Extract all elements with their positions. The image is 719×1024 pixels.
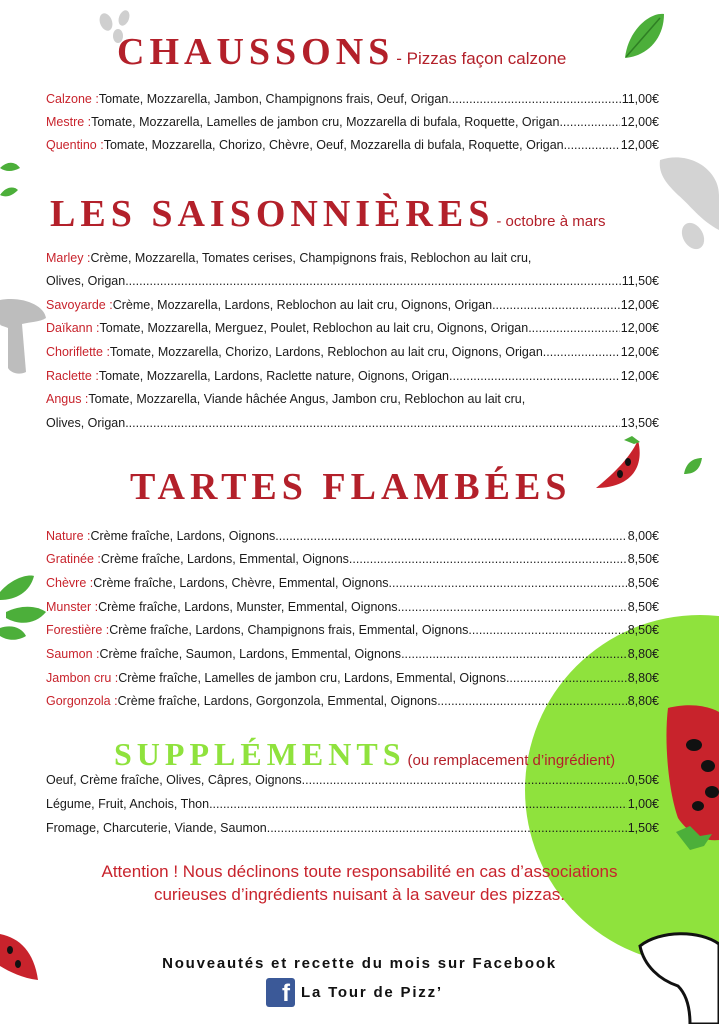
menu-item: [46, 91, 659, 107]
item-desc: Légume, Fruit, Anchois, Thon: [46, 797, 210, 811]
dot-leader: [349, 551, 627, 567]
item-name: Gratinée :: [46, 552, 101, 566]
dot-leader: [437, 693, 627, 709]
item-name: Choriflette :: [46, 345, 110, 359]
menu-item: [46, 528, 659, 544]
dot-leader: [492, 297, 620, 313]
item-name: Saumon :: [46, 647, 100, 661]
menu-item-continuation: [46, 415, 659, 431]
dot-leader: [506, 670, 627, 686]
warning-line-2: curieuses d’ingrédients nuisant à la saveur des pizzas.: [153, 885, 566, 904]
menu-item: [46, 622, 659, 638]
footer-text: Nouveautés et recette du mois sur Facebook: [162, 955, 557, 972]
tomato-slice-icon: [596, 440, 640, 488]
section-title-chaussons: [117, 30, 566, 74]
item-name: Munster :: [46, 600, 99, 614]
item-price: 0,50€: [627, 773, 659, 787]
item-desc-cont: Olives, Origan: [46, 274, 126, 288]
item-desc-cont: Olives, Origan: [46, 416, 126, 430]
section-title-tartes: [130, 465, 571, 509]
item-price: 8,80€: [627, 694, 659, 708]
menu-item: [46, 551, 659, 567]
item-price: 13,50€: [620, 416, 659, 430]
item-desc: Tomate, Mozzarella, Jambon, Champignons frais, Oeuf, Origan: [98, 92, 449, 106]
grey-mushroom-icon: [0, 299, 46, 374]
item-price: 12,00€: [620, 369, 659, 383]
item-price: 1,00€: [627, 797, 659, 811]
item-price: 12,00€: [620, 321, 659, 335]
item-name: Quentino :: [46, 138, 104, 152]
item-desc: Fromage, Charcuterie, Viande, Saumon: [46, 821, 267, 835]
item-name: Forestière :: [46, 623, 110, 637]
item-price: 8,80€: [627, 671, 659, 685]
item-price: 1,50€: [627, 821, 659, 835]
facebook-page-name: La Tour de Pizz’: [301, 984, 443, 1001]
item-price: 12,00€: [620, 138, 659, 152]
dot-leader: [468, 622, 626, 638]
menu-item: [46, 670, 659, 686]
item-desc: Crème fraîche, Saumon, Lardons, Emmental, Oignons: [99, 647, 402, 661]
menu-item-continuation: [46, 273, 659, 289]
item-desc: Crème fraîche, Lardons, Emmental, Oignons: [100, 552, 349, 566]
dot-leader: [528, 320, 620, 336]
menu-item: [46, 575, 659, 591]
dot-leader: [275, 528, 626, 544]
item-name: Calzone :: [46, 92, 99, 106]
warning-notice: [0, 860, 719, 906]
title-subtitle: - octobre à mars: [496, 213, 606, 230]
green-sprout-icon: [0, 163, 20, 171]
dot-leader: [302, 772, 627, 788]
menu-item: [46, 250, 659, 266]
grey-mushroom-icon: [660, 157, 719, 230]
dot-leader: [389, 575, 627, 591]
section-title-saisonnieres: [50, 192, 606, 236]
dot-leader: [559, 114, 619, 130]
menu-item: [46, 693, 659, 709]
item-desc: Tomate, Mozzarella, Viande hâchée Angus, Jambon cru, Reblochon au lait cru,: [88, 392, 526, 406]
white-mushroom-icon: [640, 934, 719, 1024]
dot-leader: [267, 820, 627, 836]
title-text: TARTES FLAMBÉES: [130, 466, 572, 508]
item-name: Angus :: [46, 392, 89, 406]
item-desc: Crème fraîche, Lardons, Champignons frais, Emmental, Oignons: [109, 623, 469, 637]
item-name: Daïkann :: [46, 321, 100, 335]
title-text: SUPPLÉMENTS: [114, 736, 406, 772]
item-name: Raclette :: [46, 369, 99, 383]
item-name: Chèvre :: [46, 576, 94, 590]
title-text: LES SAISONNIÈRES: [50, 193, 495, 235]
dot-leader: [449, 368, 620, 384]
item-name: Nature :: [46, 529, 91, 543]
item-desc: Crème fraîche, Lardons, Munster, Emmental, Oignons: [98, 600, 398, 614]
green-leaf-icon: [684, 458, 702, 474]
menu-item: [46, 344, 659, 360]
item-desc: Crème fraîche, Lardons, Gorgonzola, Emmental, Oignons: [117, 694, 438, 708]
basil-leaf-icon: [0, 576, 34, 600]
item-price: 11,50€: [621, 274, 659, 288]
menu-item: [46, 114, 659, 130]
item-price: 11,00€: [621, 92, 659, 106]
dot-leader: [401, 646, 627, 662]
supplement-item: [46, 796, 659, 812]
item-desc: Crème fraîche, Lamelles de jambon cru, Lardons, Emmental, Oignons: [118, 671, 506, 685]
item-desc: Oeuf, Crème fraîche, Olives, Câpres, Oignons: [46, 773, 302, 787]
item-name: Marley :: [46, 251, 91, 265]
item-desc: Tomate, Mozzarella, Chorizo, Lardons, Reblochon au lait cru, Oignons, Origan: [109, 345, 543, 359]
facebook-icon: f: [266, 978, 295, 1007]
item-desc: Crème, Mozzarella, Tomates cerises, Champignons frais, Reblochon au lait cru,: [90, 251, 532, 265]
item-price: 12,00€: [620, 298, 659, 312]
menu-item: [46, 297, 659, 313]
dot-leader: [543, 344, 620, 360]
item-price: 8,50€: [627, 600, 659, 614]
item-price: 12,00€: [620, 345, 659, 359]
menu-item: [46, 599, 659, 615]
item-price: 8,50€: [627, 576, 659, 590]
title-subtitle: - Pizzas façon calzone: [396, 49, 567, 68]
item-price: 8,80€: [627, 647, 659, 661]
dot-leader: [125, 415, 620, 431]
title-text: CHAUSSONS: [117, 31, 395, 73]
grey-drop-icon: [117, 9, 132, 27]
item-name: Jambon cru :: [46, 671, 119, 685]
menu-item: [46, 320, 659, 336]
supplement-item: [46, 772, 659, 788]
dot-leader: [398, 599, 627, 615]
item-name: Gorgonzola :: [46, 694, 118, 708]
item-price: 8,50€: [627, 623, 659, 637]
item-desc: Crème fraîche, Lardons, Chèvre, Emmental, Oignons: [93, 576, 389, 590]
supplement-item: [46, 820, 659, 836]
item-name: Savoyarde :: [46, 298, 113, 312]
item-desc: Tomate, Mozzarella, Merguez, Poulet, Reblochon au lait cru, Oignons, Origan: [99, 321, 529, 335]
menu-item: [46, 391, 659, 407]
menu-item: [46, 646, 659, 662]
item-price: 8,00€: [627, 529, 659, 543]
item-name: Mestre :: [46, 115, 92, 129]
item-price: 8,50€: [627, 552, 659, 566]
item-desc: Tomate, Mozzarella, Lardons, Raclette nature, Oignons, Origan: [98, 369, 449, 383]
item-price: 12,00€: [620, 115, 659, 129]
dot-leader: [564, 137, 620, 153]
item-desc: Crème, Mozzarella, Lardons, Reblochon au lait cru, Oignons, Origan: [112, 298, 493, 312]
dot-leader: [125, 273, 620, 289]
item-desc: Tomate, Mozzarella, Lamelles de jambon cru, Mozzarella di bufala, Roquette, Origan: [91, 115, 560, 129]
menu-item: [46, 368, 659, 384]
warning-line-1: Attention ! Nous déclinons toute responsabilité en cas d’associations: [101, 862, 618, 881]
dot-leader: [448, 91, 620, 107]
grey-drop-icon: [97, 11, 114, 32]
item-desc: Tomate, Mozzarella, Chorizo, Chèvre, Oeuf, Mozzarella di bufala, Roquette, Origan: [103, 138, 564, 152]
facebook-link[interactable]: [266, 978, 443, 1007]
item-desc: Crème fraîche, Lardons, Oignons: [90, 529, 276, 543]
section-title-supplements: [114, 736, 615, 773]
menu-item: [46, 137, 659, 153]
dot-leader: [209, 796, 627, 812]
title-subtitle: (ou remplacement d’ingrédient): [407, 752, 616, 769]
